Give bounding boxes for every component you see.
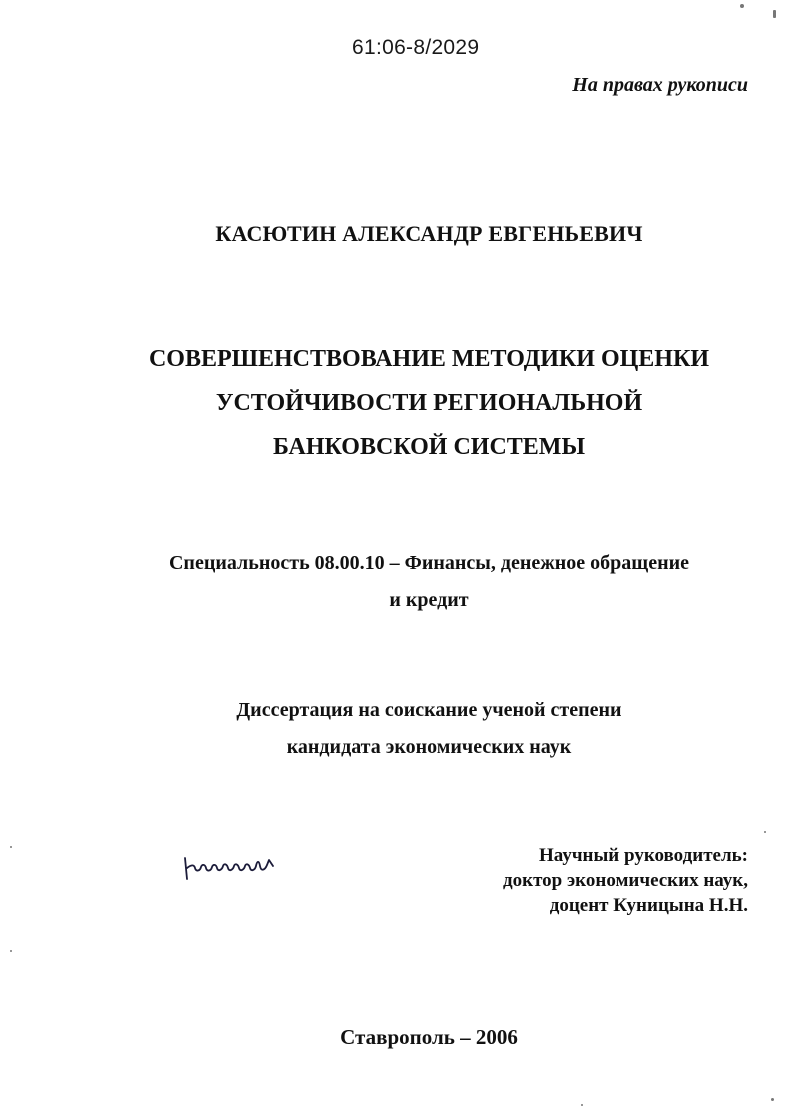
supervisor-line: доцент Куницына Н.Н. [549,895,748,916]
scan-speck [10,950,12,952]
speciality-line: и кредит [389,589,469,611]
title-line: УСТОЙЧИВОСТИ РЕГИОНАЛЬНОЙ [215,390,643,416]
scan-speck [10,846,12,848]
author-signature [182,846,282,882]
dissertation-title [0,337,792,469]
registry-number: 61:06-8/2029 [352,36,480,59]
supervisor-line: Научный руководитель: [539,845,748,866]
signature-stroke [185,858,273,879]
city-year: Ставрополь – 2006 [340,1025,518,1049]
manuscript-note: На правах рукописи [572,74,748,96]
scan-speck [740,4,744,8]
title-line: БАНКОВСКОЙ СИСТЕМЫ [272,434,586,460]
scan-speck [773,10,776,18]
speciality-line: Специальность 08.00.10 – Финансы, денежное обращение [168,552,689,574]
title-line: СОВЕРШЕНСТВОВАНИЕ МЕТОДИКИ ОЦЕНКИ [148,346,710,372]
scientific-supervisor [503,843,748,918]
scan-speck [771,1098,774,1101]
scan-speck [581,1104,583,1106]
scan-speck [764,831,766,833]
degree-line: кандидата экономических наук [286,736,572,758]
degree-line: Диссертация на соискание ученой степени [236,699,622,721]
degree-statement [0,692,792,766]
supervisor-line: доктор экономических наук, [503,870,748,891]
speciality [0,545,792,619]
author-name: КАСЮТИН АЛЕКСАНДР ЕВГЕНЬЕВИЧ [215,221,643,246]
